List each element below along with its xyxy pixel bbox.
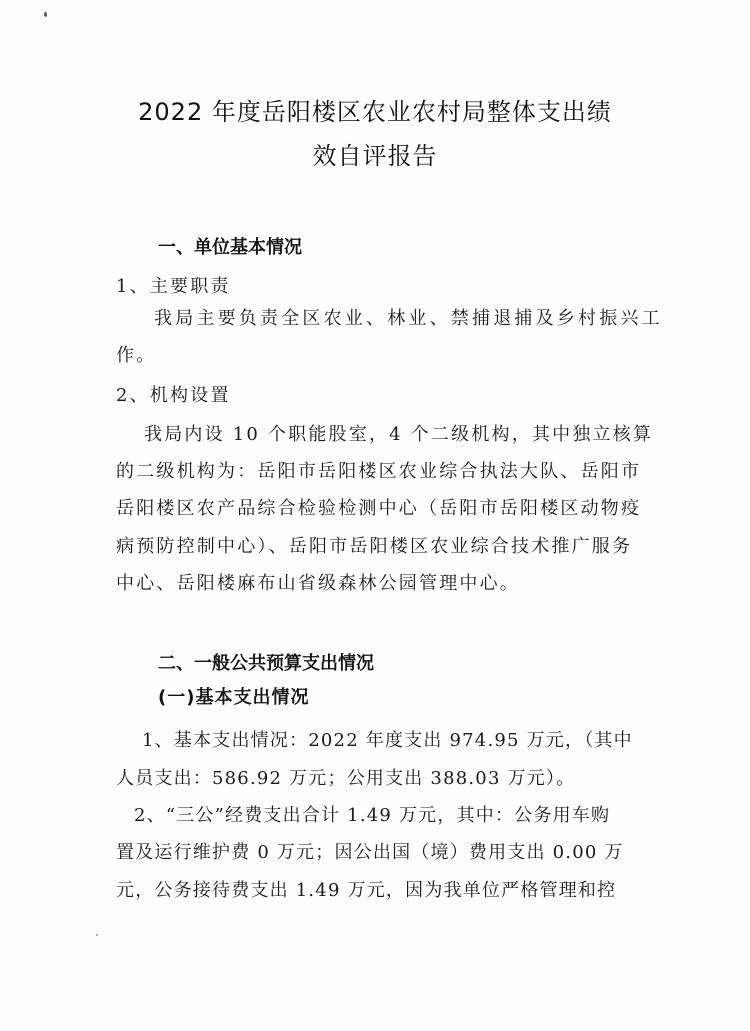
paragraph-line: 中心、岳阳楼麻布山省级森林公园管理中心。 <box>116 573 520 594</box>
paragraph-line: 我局内设 10 个职能股室，4 个二级机构，其中独立核算 <box>144 424 654 445</box>
scan-speck <box>96 934 98 936</box>
paragraph-line: 元，公务接待费支出 1.49 万元，因为我单位严格管理和控 <box>116 880 617 901</box>
item-label-main-duties: 1、主要职责 <box>116 276 231 297</box>
paragraph-line: 我局主要负责全区农业、林业、禁捕退捕及乡村振兴工 <box>154 308 663 329</box>
scan-speck <box>44 12 47 17</box>
report-title-line-2: 效自评报告 <box>312 142 438 170</box>
paragraph-line: 岳阳楼区农产品综合检验检测中心（岳阳市岳阳楼区动物疫 <box>116 498 642 519</box>
item-label-organization: 2、机构设置 <box>116 385 231 406</box>
paragraph-line: 1、基本支出情况：2022 年度支出 974.95 万元，（其中 <box>142 730 633 751</box>
paragraph-line: 置及运行维护费 0 万元；因公出国（境）费用支出 0.00 万 <box>116 842 624 863</box>
section-heading-unit-basics: 一、单位基本情况 <box>158 237 302 258</box>
paragraph-line: 病预防控制中心）、岳阳市岳阳楼区农业综合技术推广服务 <box>116 536 633 557</box>
paragraph-line: 2、“三公”经费支出合计 1.49 万元，其中：公务用车购 <box>134 805 611 826</box>
subsection-heading-basic-expenditure: (一)基本支出情况 <box>158 687 310 708</box>
paragraph-line: 的二级机构为：岳阳市岳阳楼区农业综合执法大队、岳阳市 <box>116 461 642 482</box>
paragraph-line: 作。 <box>116 345 157 366</box>
report-title-line-1: 2022 年度岳阳楼区农业农村局整体支出绩 <box>138 98 612 126</box>
section-heading-public-budget: 二、一般公共预算支出情况 <box>158 653 374 674</box>
paragraph-line: 人员支出：586.92 万元；公用支出 388.03 万元）。 <box>116 768 576 789</box>
